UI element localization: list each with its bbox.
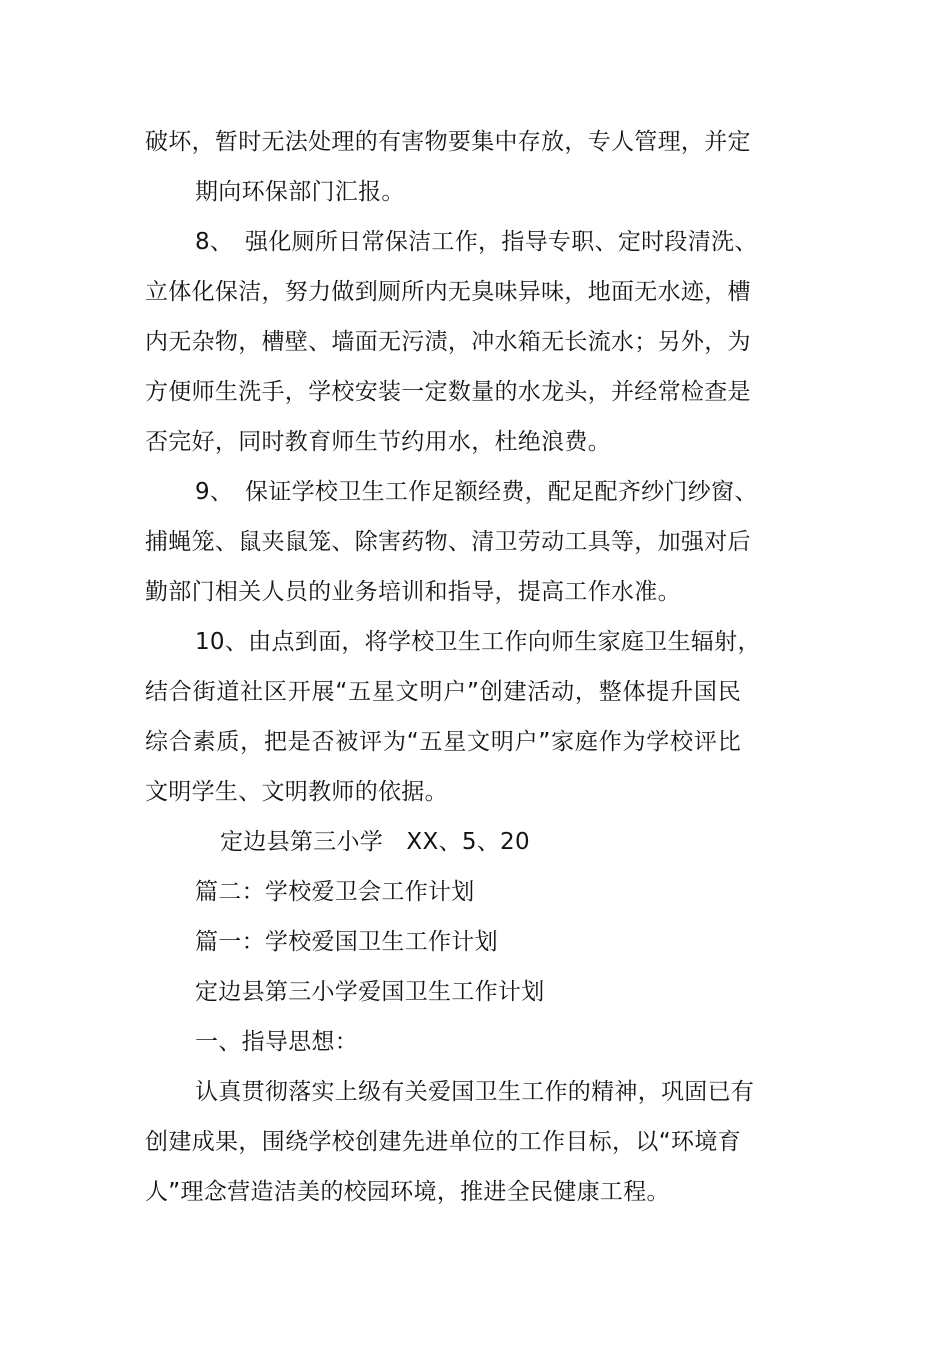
text-line: 破坏，暂时无法处理的有害物要集中存放，专人管理，并定 bbox=[145, 129, 751, 155]
text-line: 综合素质，把是否被评为“五星文明户”家庭作为学校评比 bbox=[145, 729, 741, 755]
text-line: 期向环保部门汇报。 bbox=[195, 179, 405, 205]
text-line: 人”理念营造洁美的校园环境，推进全民健康工程。 bbox=[145, 1179, 670, 1205]
section-title: 篇二：学校爱卫会工作计划 bbox=[195, 879, 475, 905]
item-9-heading: 9、 保证学校卫生工作足额经费，配足配齐纱门纱窗、 bbox=[195, 479, 758, 505]
text-line: 内无杂物，槽壁、墙面无污渍，冲水箱无长流水；另外，为 bbox=[145, 329, 751, 355]
text-line: 否完好，同时教育师生节约用水，杜绝浪费。 bbox=[145, 429, 611, 455]
text-line: 勤部门相关人员的业务培训和指导，提高工作水准。 bbox=[145, 579, 681, 605]
text-line: 方便师生洗手，学校安装一定数量的水龙头，并经常检查是 bbox=[145, 379, 751, 405]
text-line: 结合街道社区开展“五星文明户”创建活动，整体提升国民 bbox=[145, 679, 741, 705]
text-line: 认真贯彻落实上级有关爱国卫生工作的精神，巩固已有 bbox=[195, 1079, 755, 1105]
text-line: 创建成果，围绕学校创建先进单位的工作目标，以“环境育 bbox=[145, 1129, 741, 1155]
signature-line: 定边县第三小学 XX、5、20 bbox=[220, 829, 530, 855]
section-heading: 一、指导思想： bbox=[195, 1029, 359, 1055]
text-line: 文明学生、文明教师的依据。 bbox=[145, 779, 448, 805]
item-10-heading: 10、由点到面，将学校卫生工作向师生家庭卫生辐射， bbox=[195, 629, 761, 655]
section-title: 篇一：学校爱国卫生工作计划 bbox=[195, 929, 498, 955]
item-8-heading: 8、 强化厕所日常保洁工作，指导专职、定时段清洗、 bbox=[195, 229, 758, 255]
text-line: 捕蝇笼、鼠夹鼠笼、除害药物、清卫劳动工具等，加强对后 bbox=[145, 529, 751, 555]
document-title: 定边县第三小学爱国卫生工作计划 bbox=[195, 979, 545, 1005]
text-line: 立体化保洁，努力做到厕所内无臭味异味，地面无水迹，槽 bbox=[145, 279, 751, 305]
